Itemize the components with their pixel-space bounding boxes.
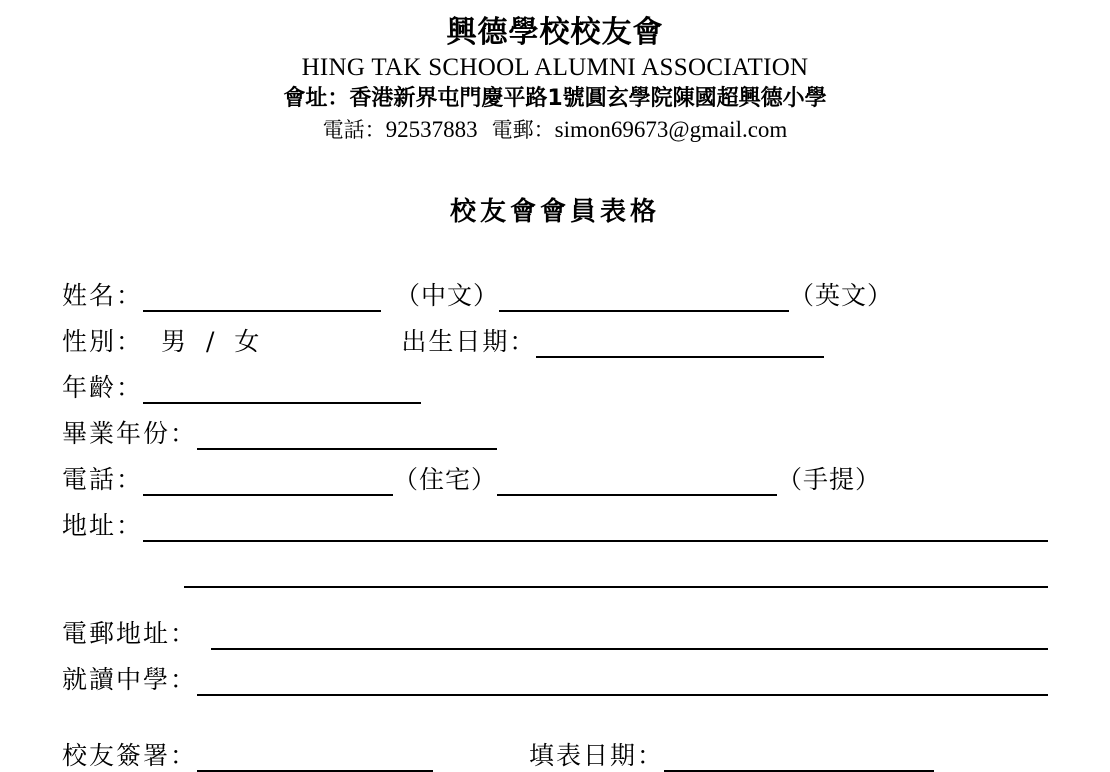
spacer xyxy=(62,704,1048,734)
mobile-phone-input[interactable] xyxy=(497,469,777,496)
secondary-school-input[interactable] xyxy=(197,669,1048,696)
signature-label: 校友簽署： xyxy=(62,740,198,770)
fill-date-input[interactable] xyxy=(664,745,934,772)
address-input-line-2[interactable] xyxy=(184,561,1048,588)
phone-label: 電話： xyxy=(322,117,386,142)
fill-date-label: 填表日期： xyxy=(529,740,665,770)
email-label: 電郵： xyxy=(491,117,555,142)
organization-name-english: HING TAK SCHOOL ALUMNI ASSOCIATION xyxy=(301,53,809,81)
home-phone-input[interactable] xyxy=(143,469,393,496)
field-row-signature-date xyxy=(62,734,1048,772)
field-row-secondary-school xyxy=(62,658,1048,696)
birthdate-label: 出生日期： xyxy=(401,326,537,356)
name-english-input[interactable] xyxy=(499,285,789,312)
spacer xyxy=(62,596,1048,612)
gender-options[interactable]: 男 / 女 xyxy=(161,326,266,356)
age-input[interactable] xyxy=(143,377,421,404)
field-row-address-continued xyxy=(62,550,1048,588)
graduation-year-input[interactable] xyxy=(197,423,497,450)
organization-contact xyxy=(0,114,1110,145)
field-row-phone xyxy=(62,458,1048,496)
field-row-age xyxy=(62,366,1048,404)
name-english-note: （英文） xyxy=(789,280,894,310)
secondary-school-label: 就讀中學： xyxy=(62,664,198,694)
form-title: 校友會會員表格 xyxy=(449,196,660,227)
email-field-label: 電郵地址： xyxy=(62,618,198,648)
home-phone-note: （住宅） xyxy=(393,464,498,494)
gender-label: 性別： xyxy=(62,326,144,356)
organization-address: 會址：香港新界屯門慶平路1號圓玄學院陳國超興德小學 xyxy=(283,86,827,111)
document-header xyxy=(0,0,1110,145)
field-row-gender-birthdate xyxy=(62,320,1048,358)
mobile-phone-note: （手提） xyxy=(777,464,882,494)
phone-field-label: 電話： xyxy=(62,464,144,494)
name-label: 姓名： xyxy=(62,280,144,310)
field-row-name xyxy=(62,274,1048,312)
phone-value: 92537883 xyxy=(385,116,478,142)
email-value: simon69673@gmail.com xyxy=(554,116,788,142)
address-label: 地址： xyxy=(62,510,144,540)
address-input-line-1[interactable] xyxy=(143,515,1048,542)
name-chinese-note: （中文） xyxy=(395,280,500,310)
signature-input[interactable] xyxy=(197,745,433,772)
name-chinese-input[interactable] xyxy=(143,285,381,312)
email-input[interactable] xyxy=(211,623,1048,650)
age-label: 年齡： xyxy=(62,372,144,402)
graduation-year-label: 畢業年份： xyxy=(62,418,198,448)
field-row-email xyxy=(62,612,1048,650)
organization-name-chinese: 興德學校校友會 xyxy=(446,15,664,50)
birthdate-input[interactable] xyxy=(536,331,824,358)
form-body xyxy=(0,274,1110,772)
field-row-address xyxy=(62,504,1048,542)
field-row-graduation-year xyxy=(62,412,1048,450)
